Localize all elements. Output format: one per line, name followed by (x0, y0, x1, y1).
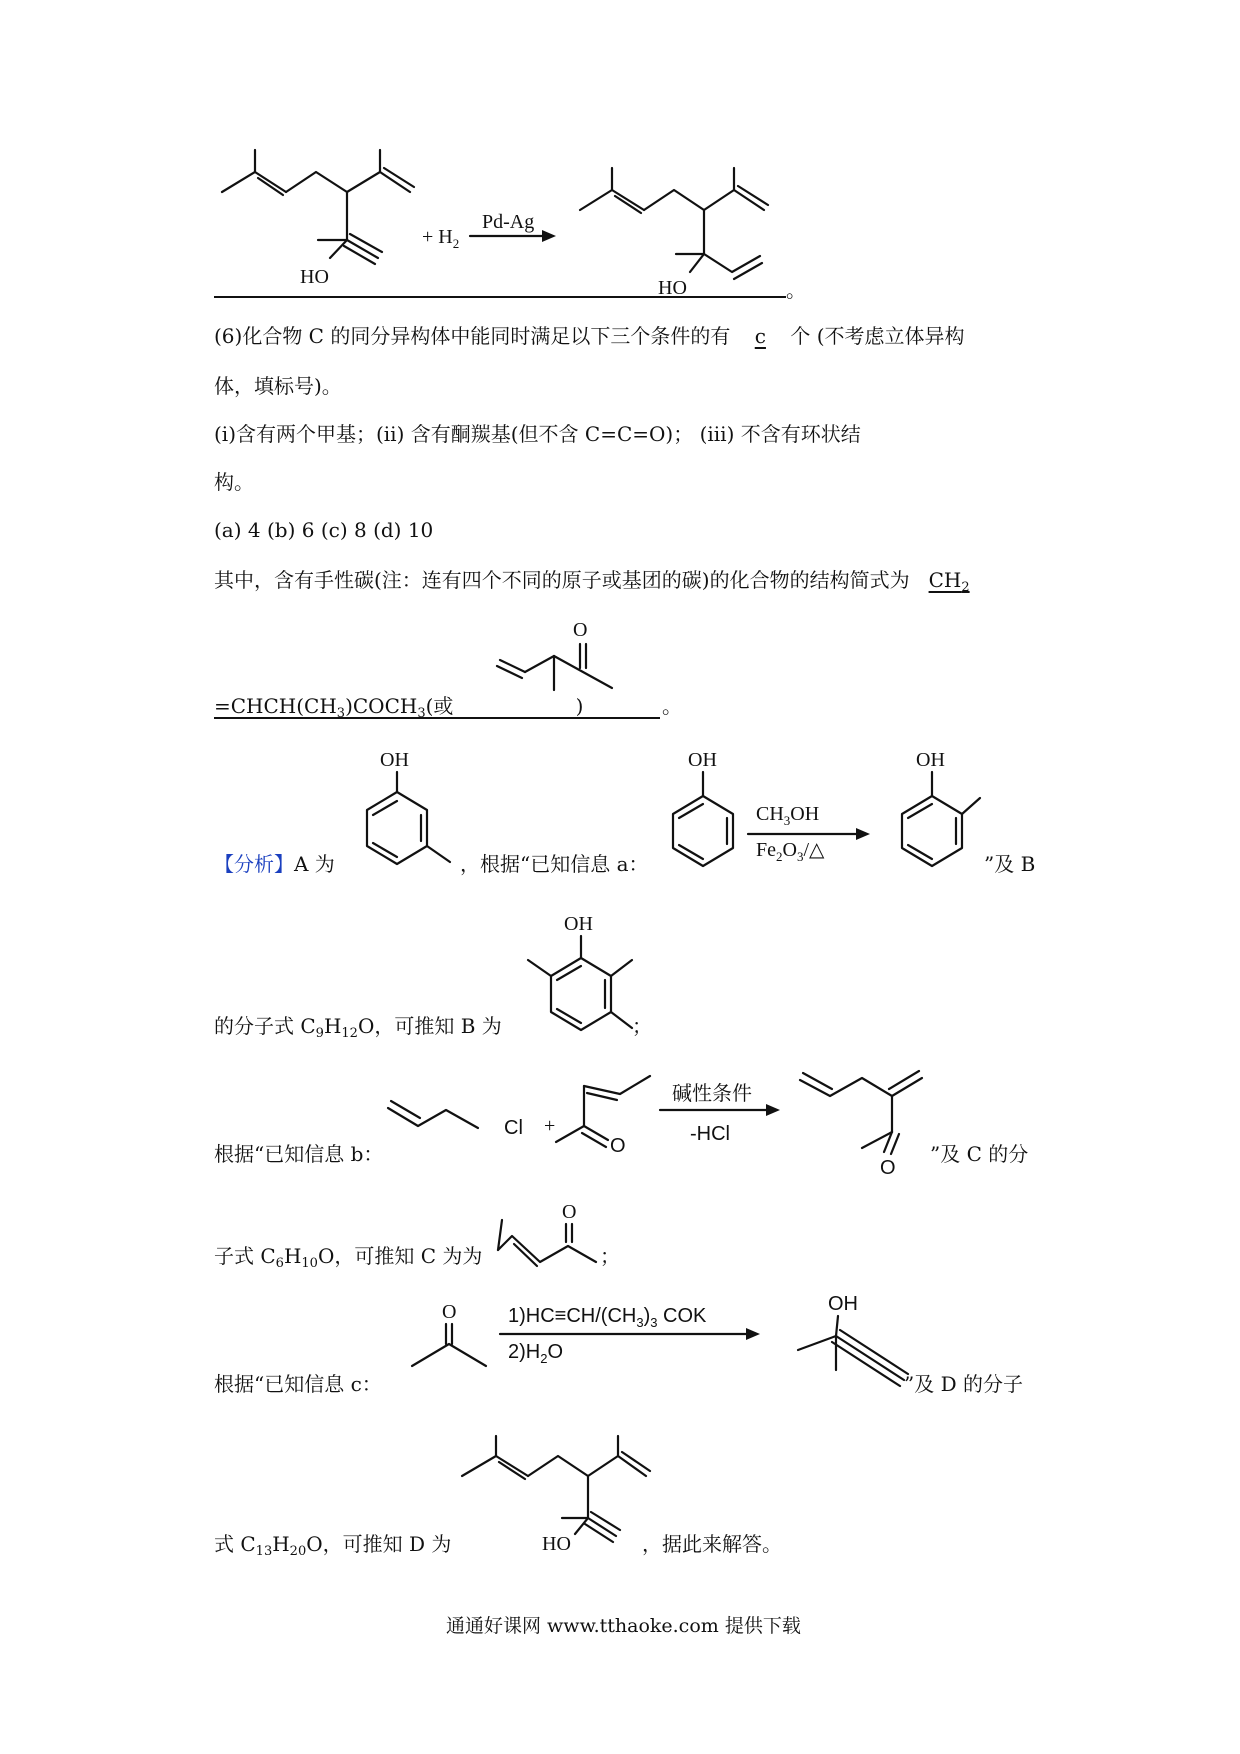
cresol-oh-label: OH (916, 749, 945, 771)
q6-chiral-line: 其中，含有手性碳(注：连有四个不同的原子或基团的碳)的化合物的结构简式为 $CH_2$ (214, 568, 970, 595)
q6-options: (a) 4 (b) 6 (c) 8 (d) 10 (214, 518, 434, 542)
o2-label: O (880, 1157, 896, 1179)
o1-label: O (610, 1135, 626, 1157)
product-ho-label: HO (658, 277, 687, 299)
q6-line4: 构。 (214, 470, 254, 494)
q6-line2: 体，填标号)。 (214, 374, 342, 398)
plus-h2: + $H_2$ (422, 226, 460, 251)
info-a-text: ，根据“已知信息 a： (460, 852, 649, 876)
c-end: ； (600, 1244, 620, 1268)
b-formula-line: 的分子式 $C_9H_{12}O$，可推知 B 为 (214, 1014, 502, 1041)
q6-conditions: (ⅰ)含有两个甲基；(ⅱ) 含有酮羰基(但不含 C=C=O)； (ⅲ) 不含有环状结 (214, 422, 861, 446)
reactant-ho-label: HO (300, 266, 329, 288)
d-ho-label: HO (542, 1533, 571, 1555)
cl-label: Cl (504, 1117, 523, 1139)
analysis-line-a: 【分析】A 为 (214, 852, 335, 876)
cond-c-top: $1)HC\equiv CH/(CH_3)_3$ COK (508, 1305, 707, 1330)
and-b-text: ”及 B (984, 852, 1036, 876)
d-end-text: ，据此来解答。 (642, 1532, 782, 1556)
c-o-label: O (562, 1201, 577, 1223)
d-formula-line: 式 $C_{13}H_{20}O$，可推知 D 为 (214, 1532, 452, 1559)
q6-answer: c (754, 324, 766, 348)
end-mark-1: 。 (786, 278, 806, 302)
analysis-tag: 【分析】 (214, 852, 294, 876)
and-d-text: ”及 D 的分子 (904, 1372, 1023, 1396)
reagent-methanol: $CH_3OH$ (756, 803, 820, 828)
q6-line1: (6)化合物 C 的同分异构体中能同时满足以下三个条件的有 c 个 (不考虑立体异构 (214, 324, 965, 348)
cond-bot: -HCl (690, 1123, 730, 1145)
and-c-text: ”及 C 的分 (930, 1142, 1029, 1166)
q6-answer-line2: $=CHCH(CH_3)COCH_3$(或 ) (214, 694, 584, 721)
c-formula-line: 子式 $C_6H_{10}O$，可推知 C 为为 (214, 1244, 483, 1271)
a-oh-label: OH (380, 749, 409, 771)
reagent-fe2o3: $Fe_2O_3/\triangle$ (756, 839, 825, 864)
footer: 通通好课网 www.tthaoke.com 提供下载 (446, 1615, 801, 1637)
plus-sign: + (544, 1115, 556, 1137)
prod-c-oh-label: OH (828, 1293, 858, 1315)
catalyst-label: Pd-Ag (482, 211, 535, 233)
b-oh-label: OH (564, 913, 593, 935)
info-b-text: 根据“已知信息 b： (214, 1142, 384, 1166)
ketone-o-label: O (573, 619, 588, 641)
b-end: ； (632, 1014, 652, 1038)
end-mark-2: 。 (662, 694, 682, 718)
phenol-oh-label: OH (688, 749, 717, 771)
cond-top: 碱性条件 (672, 1083, 752, 1105)
cond-c-bot: $2)H_2O$ (508, 1341, 564, 1366)
info-c-text: 根据“已知信息 c： (214, 1372, 382, 1396)
acetone-o-label: O (442, 1301, 457, 1323)
